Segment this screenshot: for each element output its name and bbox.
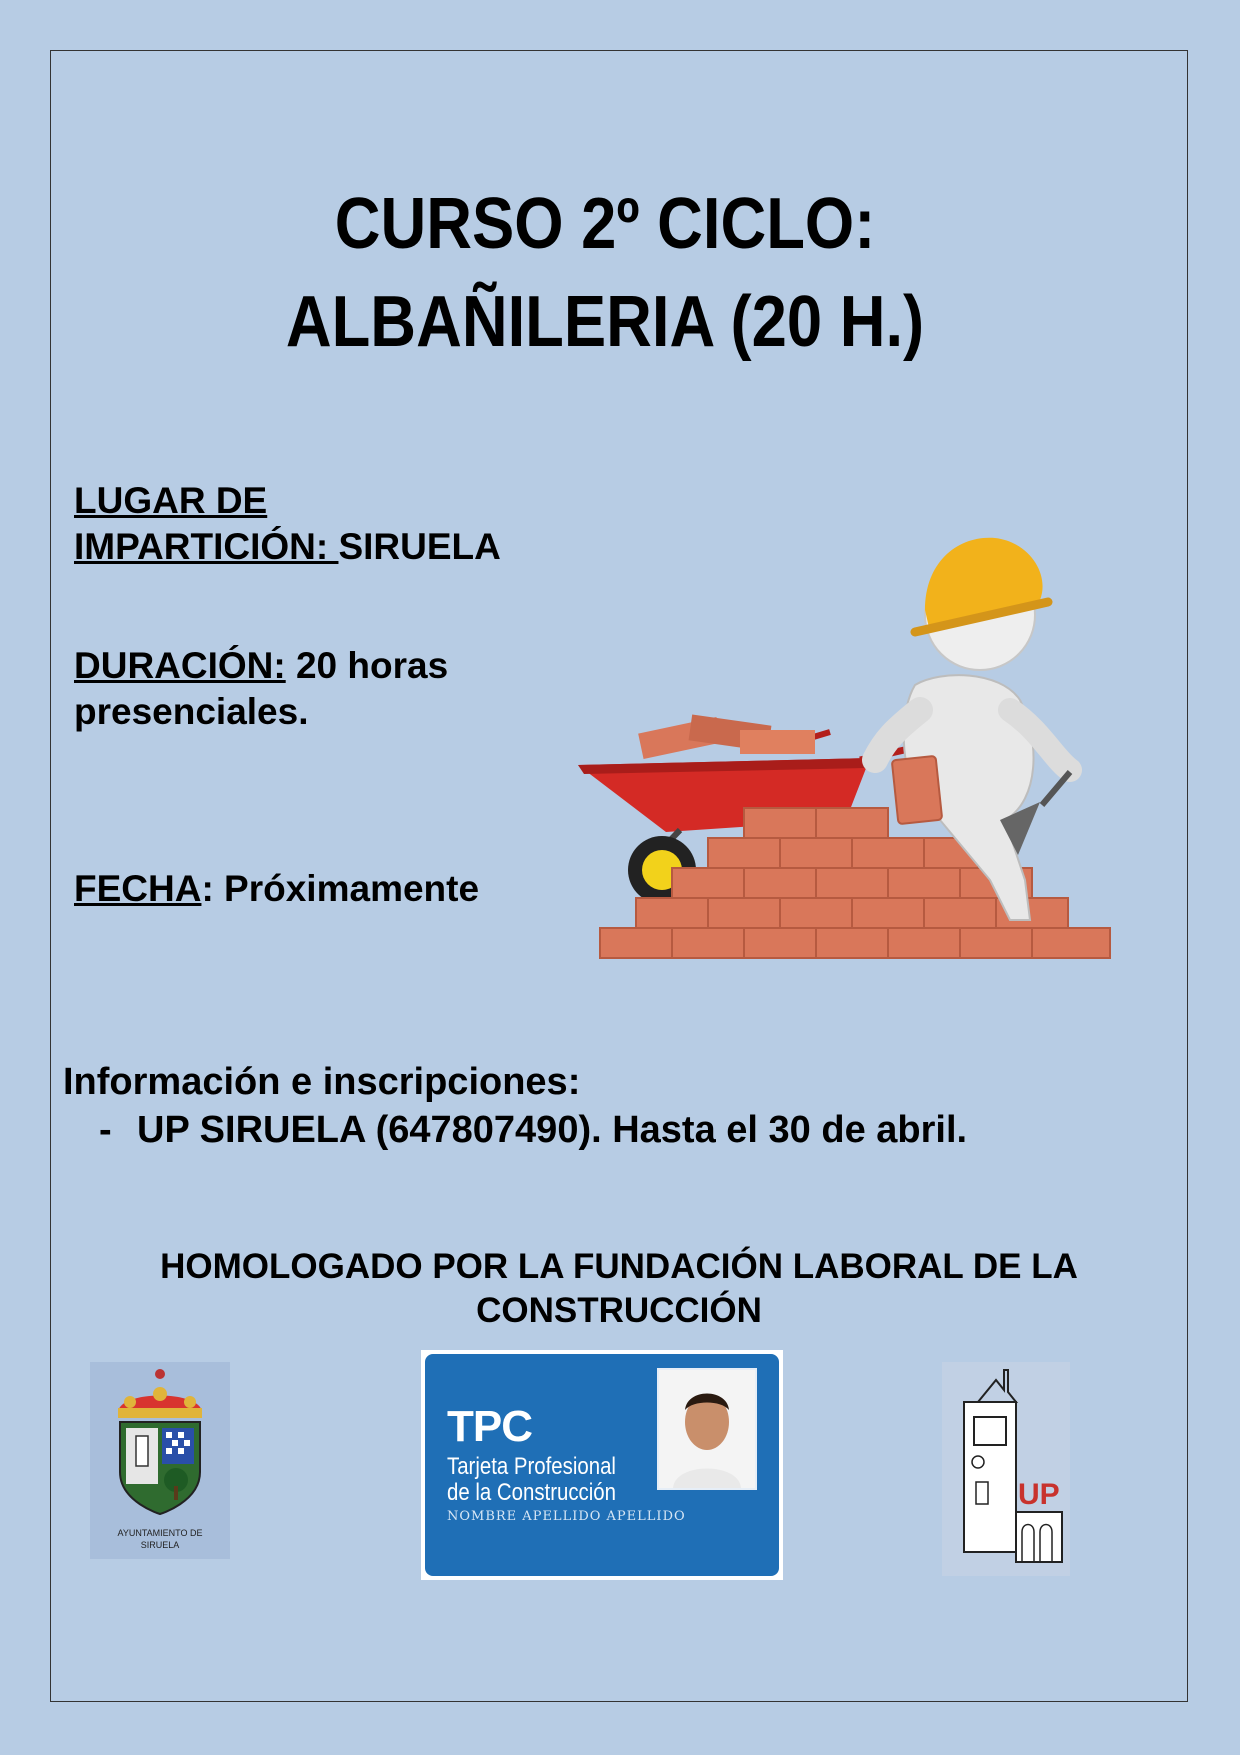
fecha-label: FECHA [74, 868, 202, 909]
tpc-subtitle-line-1: Tarjeta Profesional [447, 1453, 616, 1480]
up-siruela-logo [942, 1362, 1070, 1576]
bricklayer-illustration [570, 520, 1130, 1010]
duracion-value-line1: 20 horas [285, 645, 449, 686]
inscripciones-item [63, 1106, 967, 1154]
fecha-value: : Próximamente [201, 868, 480, 909]
lugar-label-line2: IMPARTICIÓN: [74, 526, 339, 567]
coat-of-arms-icon [90, 1362, 230, 1522]
fecha-block [74, 866, 479, 912]
clock-tower-icon [942, 1362, 1070, 1576]
portrait-icon [659, 1370, 755, 1488]
lugar-block [74, 478, 501, 570]
homologado-line-1: HOMOLOGADO POR LA FUNDACIÓN LABORAL DE LA [160, 1247, 1078, 1286]
tpc-name-placeholder: NOMBRE APELLIDO APELLIDO [447, 1509, 686, 1524]
homologado-line-2: CONSTRUCCIÓN [476, 1291, 762, 1330]
duracion-label: DURACIÓN: [74, 645, 286, 686]
lugar-value: SIRUELA [338, 526, 501, 567]
inscripciones-block [63, 1058, 967, 1154]
duracion-block [74, 643, 448, 735]
lugar-label-line1: LUGAR DE [74, 480, 268, 521]
tpc-photo [657, 1368, 757, 1490]
up-text: UP [1018, 1478, 1060, 1511]
inscripciones-item-text: UP SIRUELA (647807490). Hasta el 30 de abril. [137, 1109, 968, 1151]
title-line-2: ALBAÑILERIA (20 H.) [285, 282, 925, 362]
title-line-1: CURSO 2º CICLO: [334, 184, 876, 264]
ayuntamiento-caption-line-2: SIRUELA [140, 1540, 180, 1550]
inscripciones-heading: Información e inscripciones: [63, 1061, 581, 1103]
tpc-subtitle [447, 1454, 616, 1506]
page-title [73, 175, 1138, 371]
tpc-subtitle-line-2: de la Construcción [447, 1479, 616, 1506]
tpc-card [421, 1350, 783, 1580]
ayuntamiento-caption-line-1: AYUNTAMIENTO DE [117, 1528, 203, 1538]
homologado-block [50, 1245, 1188, 1333]
ayuntamiento-logo [90, 1362, 230, 1559]
bullet-dash: - [99, 1109, 112, 1151]
duracion-value-line2: presenciales. [74, 691, 309, 732]
tpc-code: TPC [447, 1402, 532, 1451]
